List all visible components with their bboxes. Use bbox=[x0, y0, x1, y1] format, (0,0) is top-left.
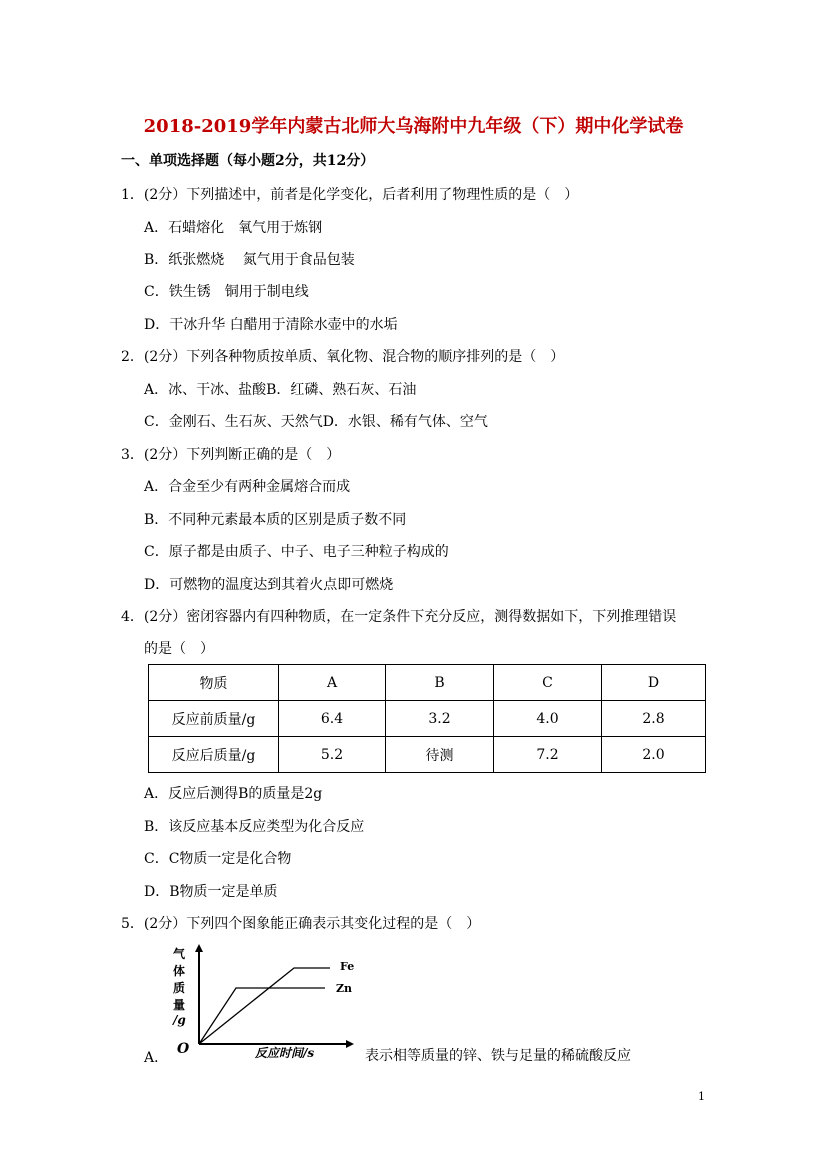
graph-series-fe-label: Fe bbox=[340, 960, 355, 973]
question-4-option-d: D．B物质一定是单质 bbox=[144, 884, 278, 900]
table-cell: 7.2 bbox=[494, 737, 602, 773]
table-cell: 4.0 bbox=[494, 701, 602, 737]
page-title: 2018-2019学年内蒙古北师大乌海附中九年级（下）期中化学试卷 bbox=[143, 116, 684, 137]
table-header-cell: A bbox=[279, 665, 386, 701]
question-4-option-b: B．该反应基本反应类型为化合反应 bbox=[144, 819, 365, 835]
table-cell: 2.8 bbox=[602, 701, 706, 737]
table-header-cell: C bbox=[494, 665, 602, 701]
table-row bbox=[149, 701, 706, 737]
graph-x-arrow bbox=[346, 1040, 354, 1048]
question-1-option-a: A．石蜡熔化 氧气用于炼钢 bbox=[144, 220, 323, 236]
question-5-option-a-label: A． bbox=[144, 1050, 169, 1066]
table-row bbox=[149, 737, 706, 773]
table-header-cell: D bbox=[602, 665, 706, 701]
question-3-stem: 3．(2分）下列判断正确的是（ ） bbox=[121, 447, 341, 463]
graph-y-label-char: 气 bbox=[173, 947, 186, 961]
table-cell: 反应后质量/g bbox=[149, 737, 279, 773]
graph-series-zn-label: Zn bbox=[336, 982, 353, 995]
question-1-option-d: D．干冰升华 白醋用于清除水壶中的水垢 bbox=[144, 317, 398, 333]
question-4-stem-line1: 4．(2分）密闭容器内有四种物质，在一定条件下充分反应，测得数据如下，下列推理错误 bbox=[121, 609, 677, 625]
table-header-cell: B bbox=[386, 665, 494, 701]
question-4-option-c: C．C物质一定是化合物 bbox=[144, 851, 292, 867]
question-3-option-d: D．可燃物的温度达到其着火点即可燃烧 bbox=[144, 577, 394, 593]
page-number: 1 bbox=[698, 1090, 705, 1103]
table-cell: 3.2 bbox=[386, 701, 494, 737]
question-5-stem: 5．(2分）下列四个图象能正确表示其变化过程的是（ ） bbox=[121, 916, 481, 932]
graph-y-label-char: /g bbox=[173, 1013, 186, 1027]
graph-origin-label: O bbox=[177, 1041, 190, 1057]
graph-y-arrow bbox=[195, 944, 203, 952]
table-cell: 6.4 bbox=[279, 701, 386, 737]
question-3-option-c: C．原子都是由质子、中子、电子三种粒子构成的 bbox=[144, 544, 449, 560]
question-5-option-a-text: 表示相等质量的锌、铁与足量的稀硫酸反应 bbox=[365, 1048, 631, 1064]
question-2-option-ab: A．冰、干冰、盐酸B．红磷、熟石灰、石油 bbox=[144, 382, 417, 398]
graph-zn-curve bbox=[199, 988, 325, 1044]
graph-x-label: 反应时间/s bbox=[255, 1046, 315, 1060]
graph-y-label-char: 体 bbox=[173, 964, 186, 978]
table-cell: 待测 bbox=[386, 737, 494, 773]
data-table bbox=[148, 664, 706, 773]
table-cell: 5.2 bbox=[279, 737, 386, 773]
question-3-option-a: A．合金至少有两种金属熔合而成 bbox=[144, 479, 351, 495]
section-heading: 一、单项选择题（每小题2分，共12分） bbox=[121, 153, 375, 169]
question-1-stem: 1．(2分）下列描述中，前者是化学变化，后者利用了物理性质的是（ ） bbox=[121, 187, 579, 203]
question-4-option-a: A．反应后测得B的质量是2g bbox=[144, 786, 323, 802]
question-2-option-cd: C．金刚石、生石灰、天然气D．水银、稀有气体、空气 bbox=[144, 414, 488, 430]
graph-fe-curve bbox=[199, 968, 330, 1044]
graph-y-label-char: 质 bbox=[173, 981, 186, 995]
table-cell: 2.0 bbox=[602, 737, 706, 773]
question-2-stem: 2．(2分）下列各种物质按单质、氧化物、混合物的顺序排列的是（ ） bbox=[121, 349, 565, 365]
question-1-option-b: B．纸张燃烧 氮气用于食品包装 bbox=[144, 252, 355, 268]
question-3-option-b: B．不同种元素最本质的区别是质子数不同 bbox=[144, 512, 407, 528]
table-header-cell: 物质 bbox=[149, 665, 279, 701]
mass-time-graph bbox=[170, 944, 360, 1064]
table-cell: 反应前质量/g bbox=[149, 701, 279, 737]
table-header-row bbox=[149, 665, 706, 701]
graph-y-label-char: 量 bbox=[173, 998, 186, 1012]
question-1-option-c: C．铁生锈 铜用于制电线 bbox=[144, 284, 309, 300]
question-4-stem-line2: 的是（ ） bbox=[144, 641, 214, 657]
